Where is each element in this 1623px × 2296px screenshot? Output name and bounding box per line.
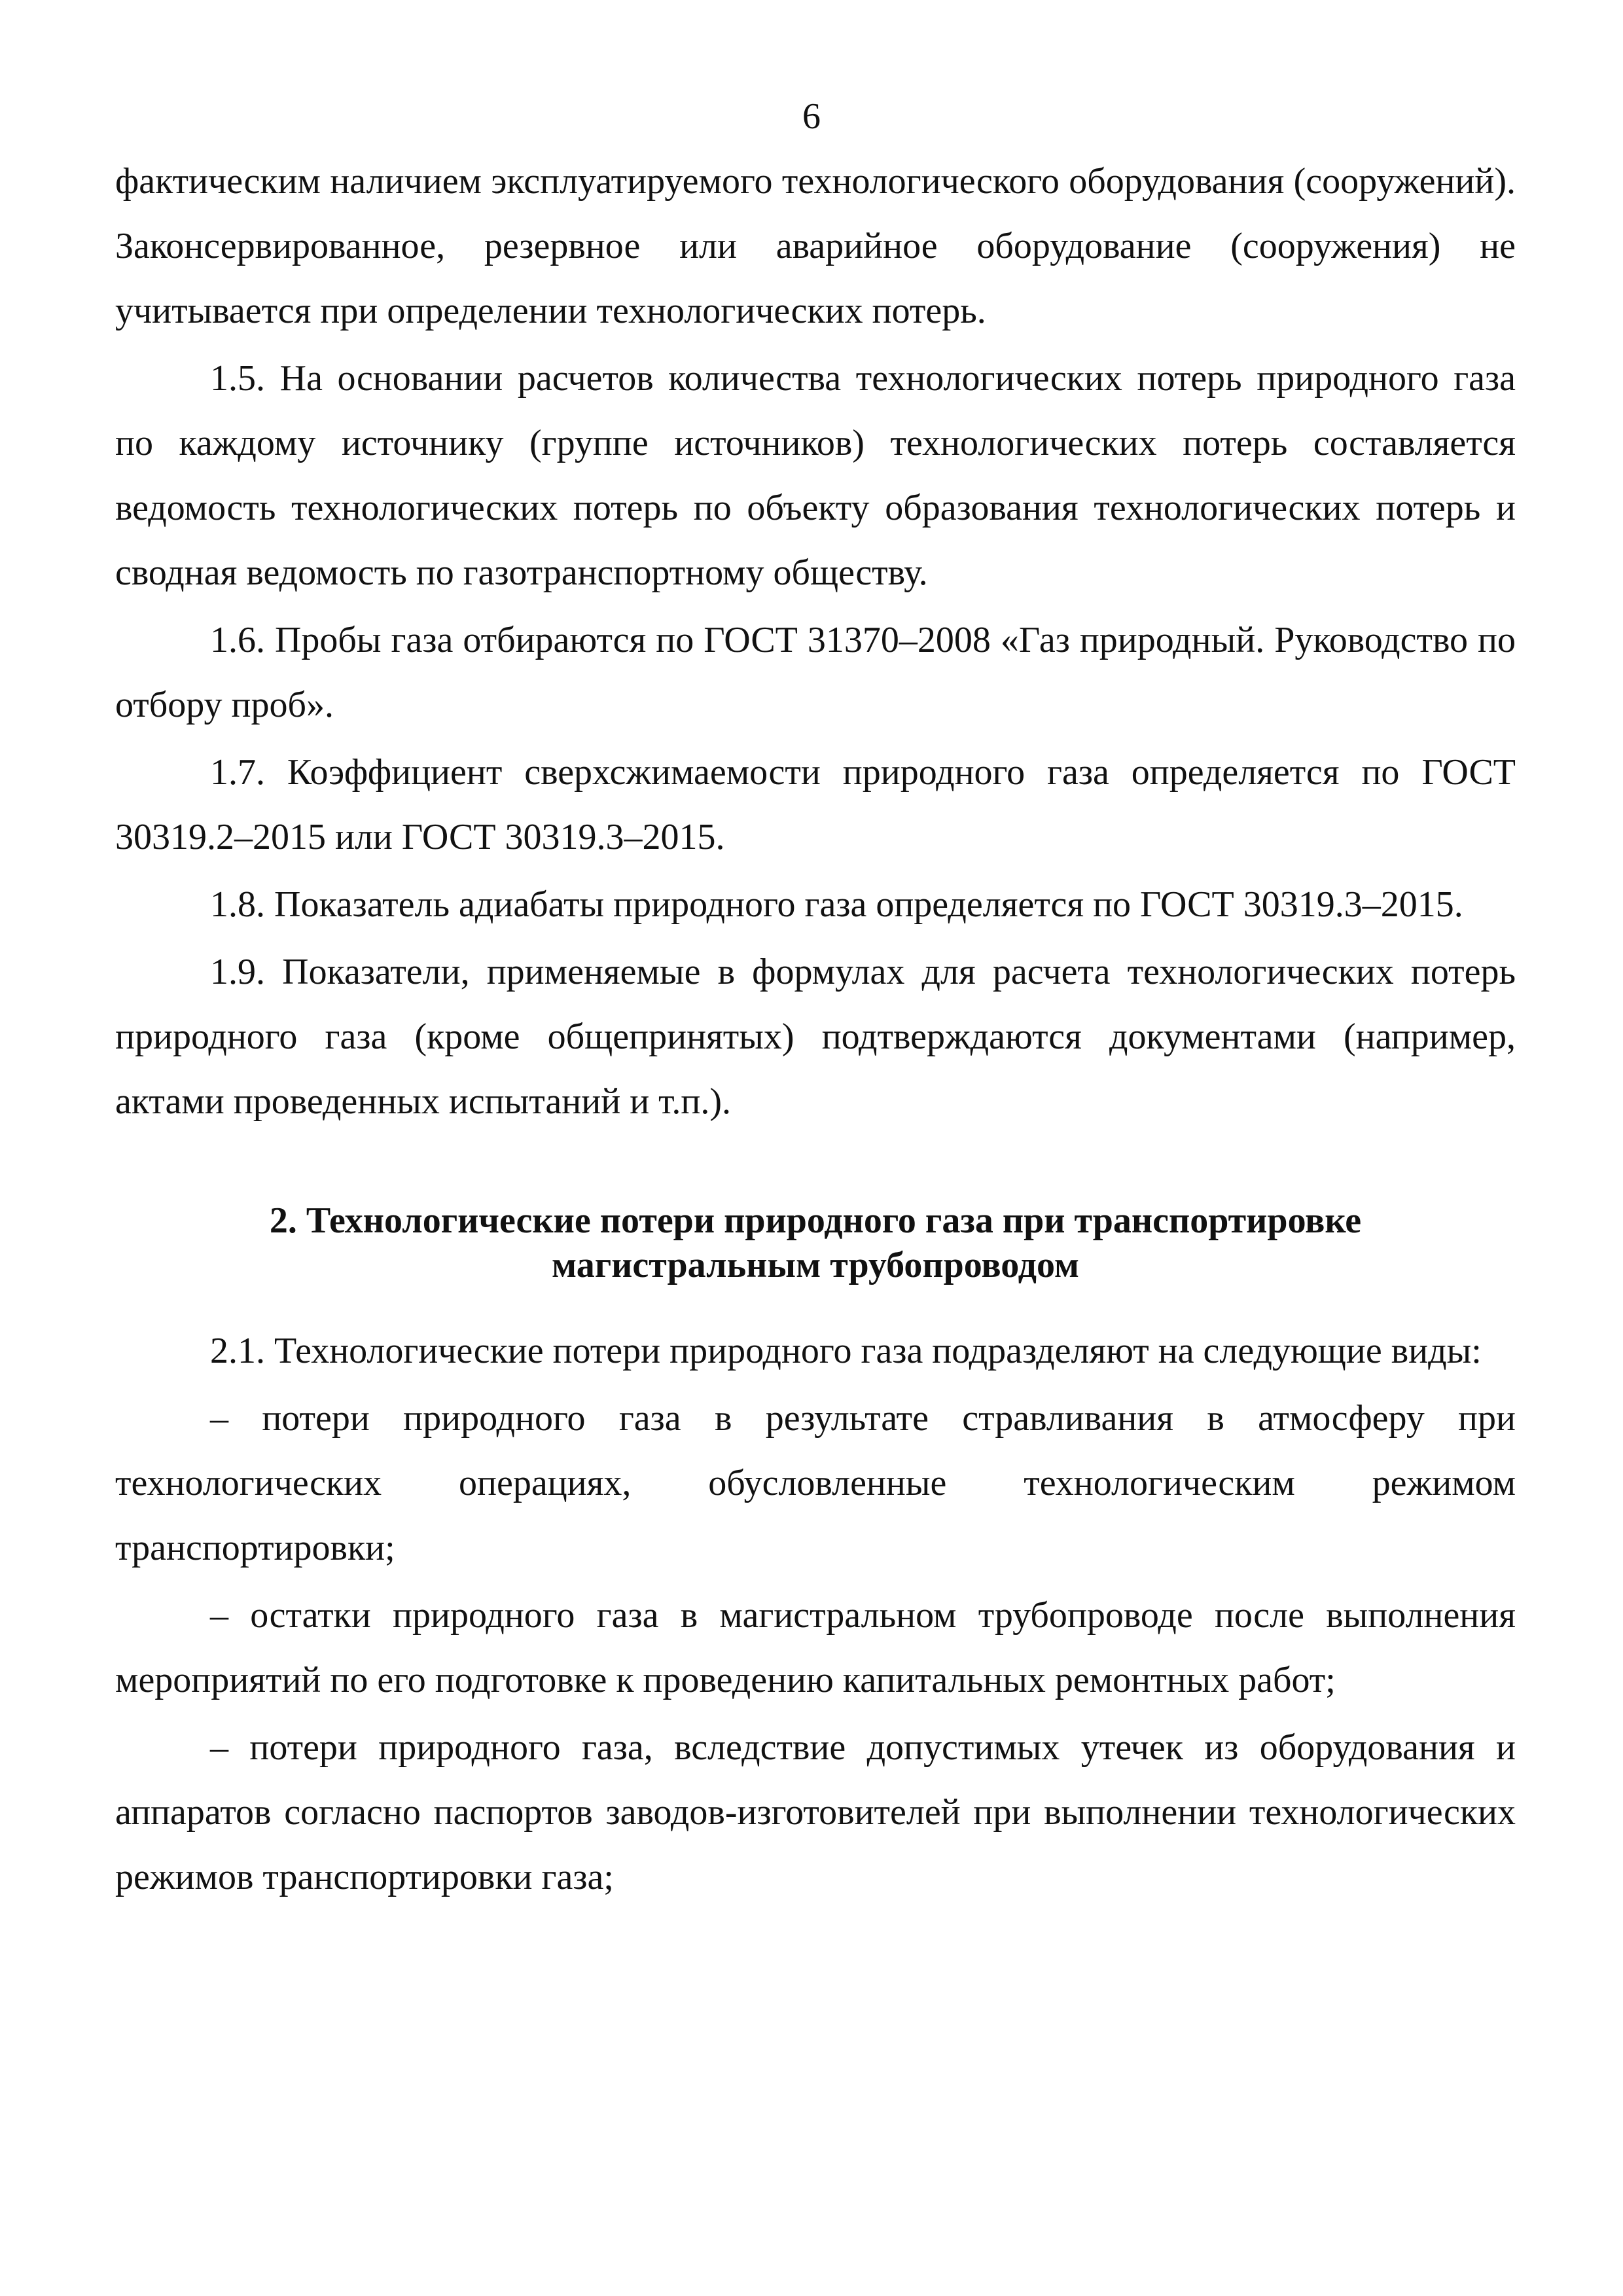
paragraph-1-6: 1.6. Пробы газа отбираются по ГОСТ 31370–2008 «Газ природный. Руководство по отбору проб». — [115, 620, 1516, 725]
document-body — [115, 149, 1516, 1912]
section-heading — [115, 1198, 1516, 1287]
list-item-leak-losses: – потери природного газа, вследствие допустимых утечек из оборудования и аппаратов согласно паспортов заводов-изготовителей при выполнении технологических режимов транспортировки газа; — [115, 1727, 1516, 1897]
paragraph-1-7: 1.7. Коэффициент сверхсжимаемости природного газа определяется по ГОСТ 30319.2–2015 или ГОСТ 30319.3–2015. — [115, 752, 1516, 857]
page-number: 6 — [802, 96, 821, 137]
paragraph-1-9: 1.9. Показатели, применяемые в формулах для расчета технологических потерь природного газа (кроме общепринятых) подтверждаются документами (например, актами проведенных испытаний и т.п.). — [115, 952, 1516, 1122]
paragraph-2-1: 2.1. Технологические потери природного газа подразделяют на следующие виды: — [210, 1331, 1482, 1371]
list-item-venting-losses: – потери природного газа в результате стравливания в атмосферу при технологических операциях, обусловленные технологическим режимом транспортировки; — [115, 1398, 1516, 1568]
list-item-pipeline-residue: – остатки природного газа в магистральном трубопроводе после выполнения мероприятий по его подготовке к проведению капитальных ремонтных работ; — [115, 1595, 1516, 1700]
paragraph-1-8: 1.8. Показатель адиабаты природного газа определяется по ГОСТ 30319.3–2015. — [210, 884, 1463, 925]
paragraph-1-5: 1.5. На основании расчетов количества технологических потерь природного газа по каждому источнику (группе источников) технологических потерь составляется ведомость технологических потерь по объекту образования технологических потерь и сводная ведомость по газотранспортному обществу. — [115, 358, 1516, 593]
paragraph-continuation: фактическим наличием эксплуатируемого технологического оборудования (сооружений). Законсервированное, резервное или аварийное оборудование (сооружения) не учитывается при определении технологических потерь. — [115, 161, 1516, 331]
section-heading-line-1: 2. Технологические потери природного газа при транспортировке — [269, 1200, 1362, 1241]
section-heading-line-2: магистральным трубопроводом — [551, 1245, 1080, 1285]
